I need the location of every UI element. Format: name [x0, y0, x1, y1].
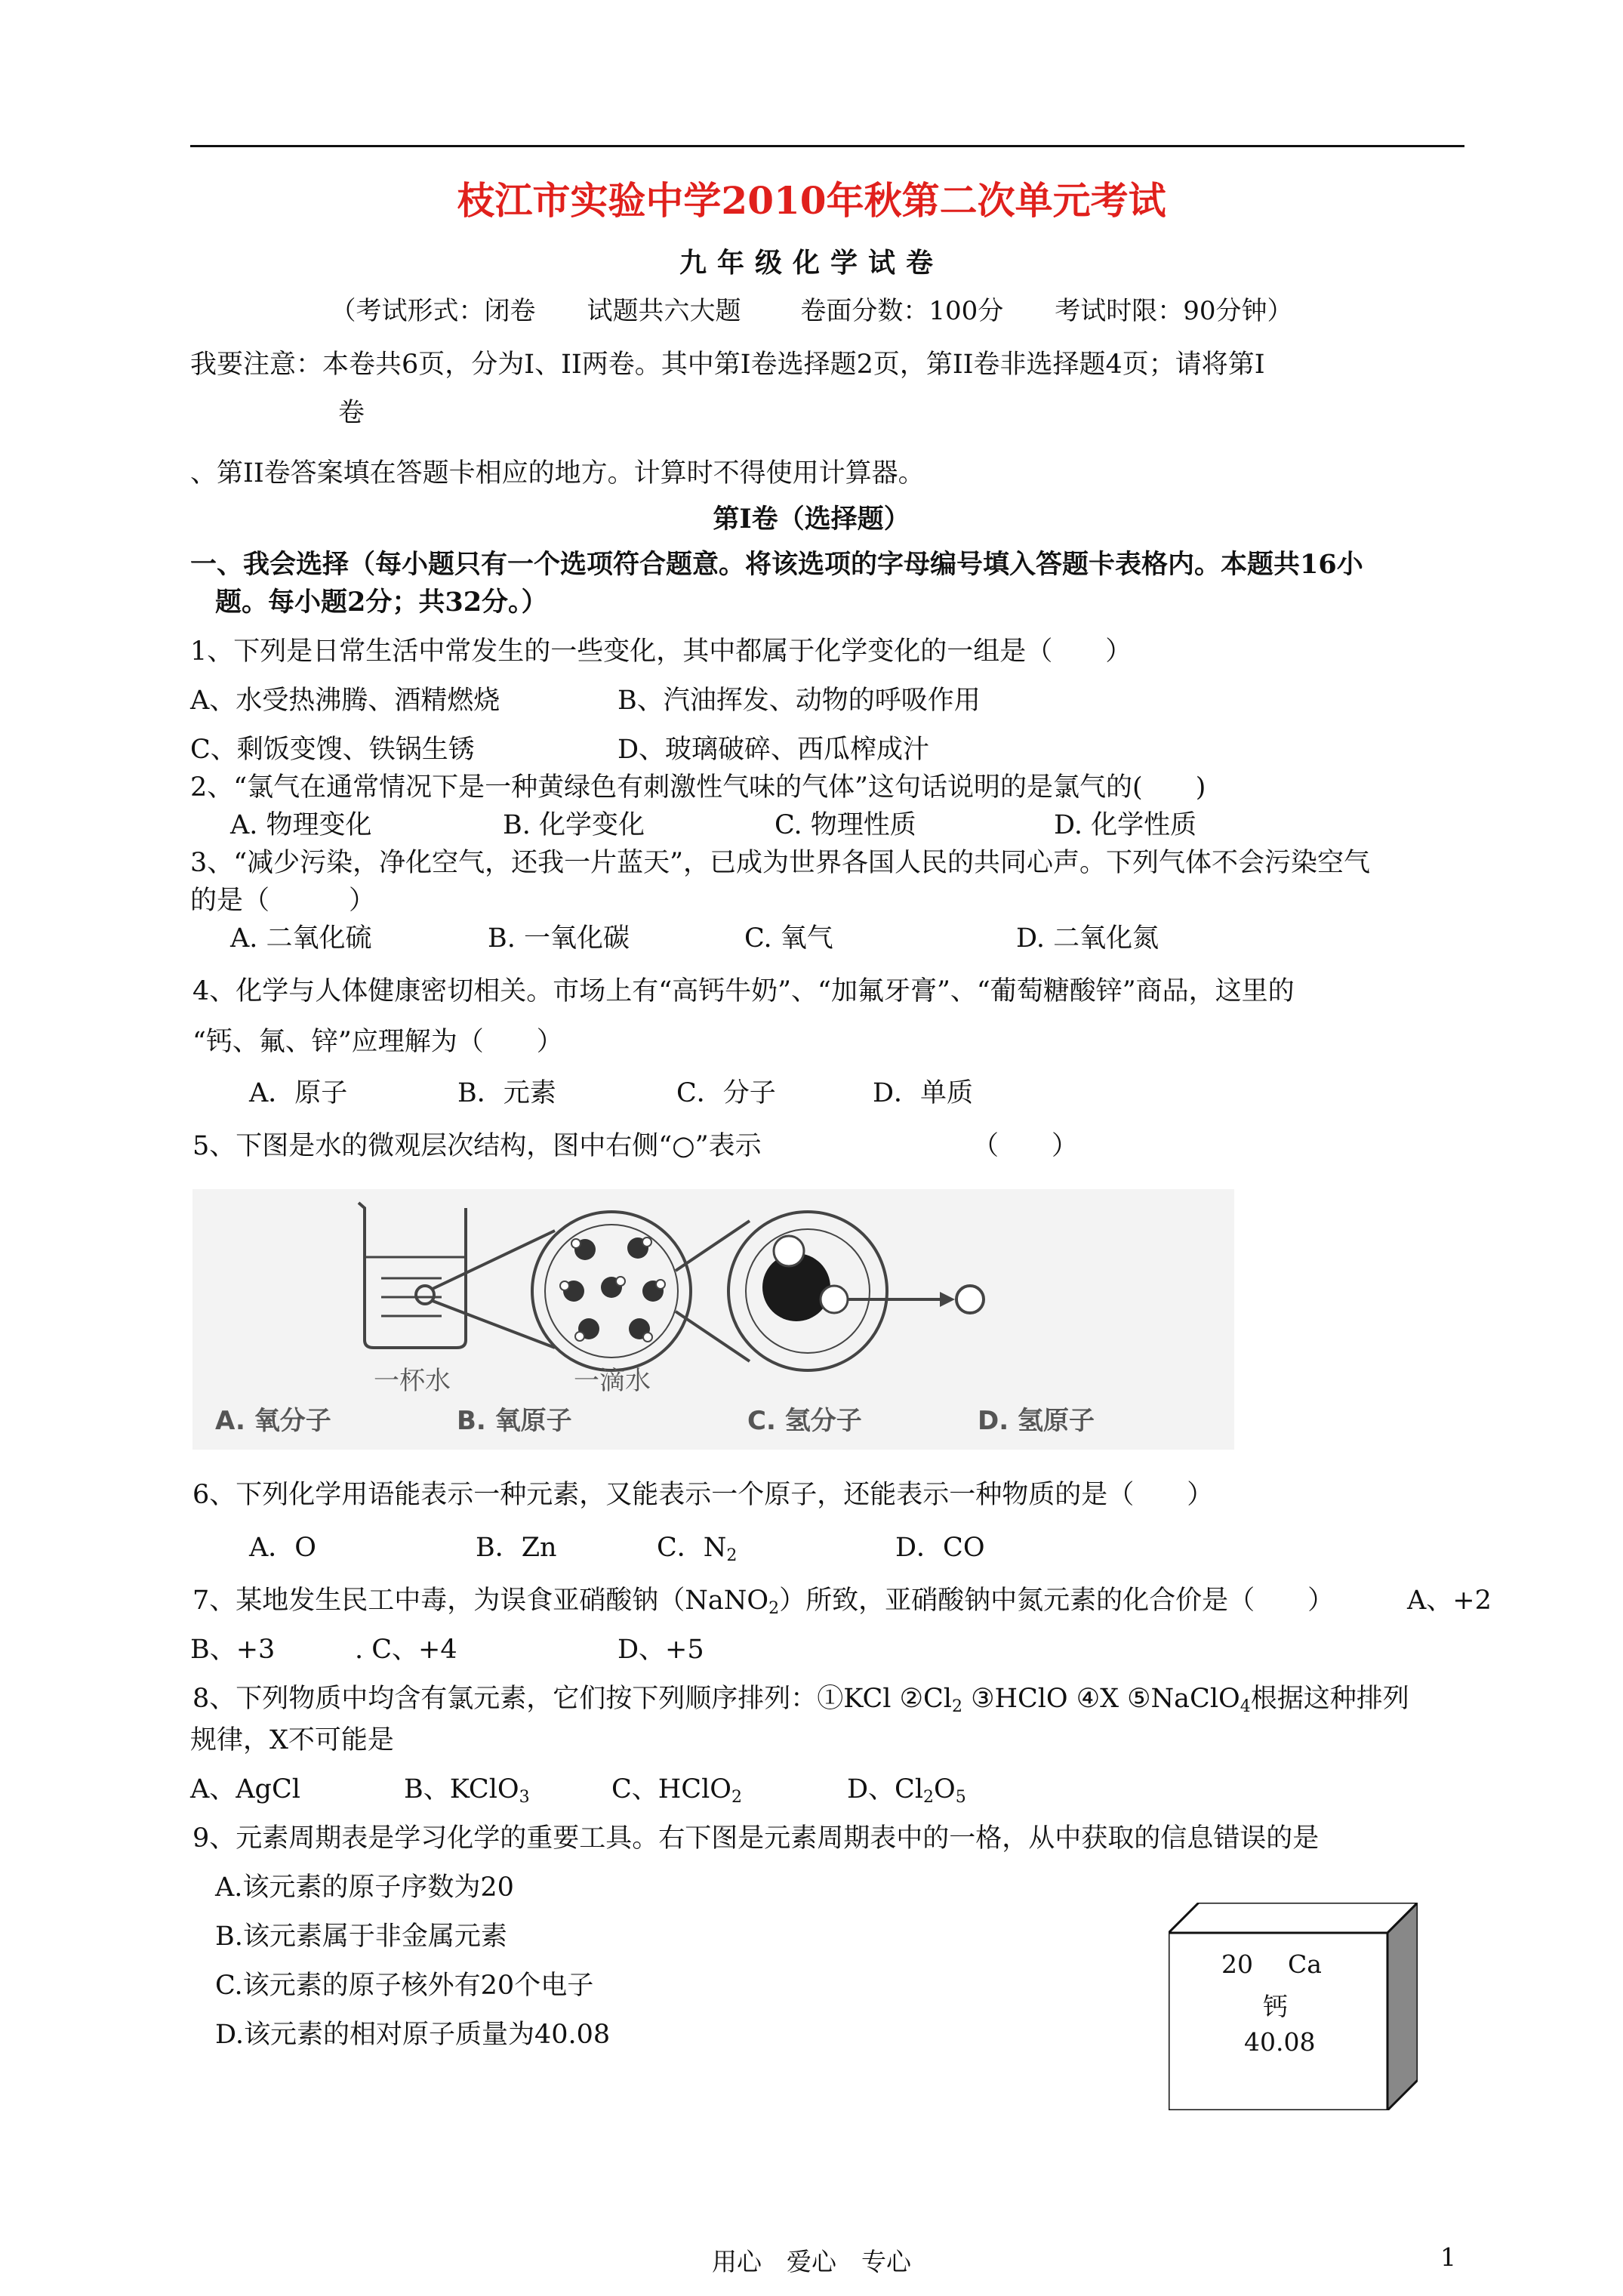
- notice-line-3: 、第II卷答案填在答题卡相应的地方。计算时不得使用计算器。: [190, 458, 925, 488]
- q2-option-d: D. 化学性质: [1054, 810, 1197, 840]
- q8-option-a: A、AgCl: [190, 1774, 300, 1804]
- q5-option-d: D. 氢原子: [978, 1406, 1095, 1436]
- water-structure-figure: [192, 1189, 1234, 1450]
- q5-option-c: C. 氢分子: [747, 1406, 862, 1436]
- q8-stem-2: 规律，X不可能是: [190, 1725, 394, 1755]
- q4-option-c: C．分子: [676, 1078, 776, 1108]
- q6-option-d: D．CO: [895, 1533, 985, 1563]
- q6-option-c: C．$N_2$: [657, 1533, 738, 1565]
- element-cell-drawing: [1169, 1903, 1418, 2110]
- section-instruction-1: 一、我会选择（每小题只有一个选项符合题意。将该选项的字母编号填入答题卡表格内。本题共16小: [190, 549, 1363, 580]
- element-symbol: Ca: [1288, 1949, 1322, 1979]
- q4-stem-2: “钙、氟、锌”应理解为（ ）: [192, 1027, 563, 1057]
- q3-stem-1: 3、“减少污染，净化空气，还我一片蓝天”，已成为世界各国人民的共同心声。下列气体不会污染空气: [190, 848, 1371, 878]
- q4-option-d: D．单质: [873, 1078, 974, 1108]
- q8-option-c: C、HClO$_2$: [611, 1774, 742, 1807]
- q9-option-a: A.该元素的原子序数为20: [215, 1872, 514, 1903]
- q4-stem-1: 4、化学与人体健康密切相关。市场上有“高钙牛奶”、“加氟牙膏”、“葡萄糖酸锌”商品，这里的: [192, 976, 1295, 1006]
- q2-option-c: C. 物理性质: [775, 810, 916, 840]
- periodic-table-cell: [1169, 1903, 1418, 2110]
- q1-option-b: B、汽油挥发、动物的呼吸作用: [617, 686, 981, 716]
- q3-option-c: C. 氧气: [744, 923, 833, 954]
- q7-option-d: D、+5: [617, 1635, 704, 1665]
- q3-stem-2: 的是（ ）: [190, 886, 376, 916]
- label-cup: 一杯水: [374, 1366, 451, 1396]
- q4-option-a: A．原子: [249, 1078, 348, 1108]
- q9-option-c: C.该元素的原子核外有20个电子: [215, 1971, 594, 2001]
- q8-option-b: B、KClO$_3$: [404, 1774, 530, 1807]
- water-structure-diagram: [192, 1189, 1234, 1450]
- notice-line-1: 我要注意：本卷共6页，分为I、II两卷。其中第I卷选择题2页，第II卷非选择题4页；请将第I: [190, 350, 1265, 380]
- q7-option-a: A、+2: [1407, 1586, 1492, 1616]
- q4-option-b: B．元素: [457, 1078, 556, 1108]
- q7-option-b: B、+3: [190, 1635, 276, 1665]
- element-name: 钙: [1263, 1992, 1288, 2021]
- q6-option-a: A．O: [249, 1533, 316, 1563]
- q3-option-a: A. 二氧化硫: [230, 923, 372, 954]
- q5-option-a: A. 氧分子: [215, 1406, 331, 1436]
- q2-option-a: A. 物理变化: [230, 810, 372, 840]
- q1-option-d: D、玻璃破碎、西瓜榨成汁: [617, 735, 930, 765]
- exam-info: （考试形式：闭卷 试题共六大题 卷面分数：100分 考试时限：90分钟）: [330, 296, 1293, 326]
- q9-option-d: D.该元素的相对原子质量为40.08: [215, 2020, 611, 2050]
- section-title: 第I卷（选择题）: [713, 504, 910, 535]
- notice-line-2: 卷: [338, 398, 365, 428]
- q8-option-d: D、$Cl_2O_5$: [847, 1774, 966, 1807]
- q5-stem: 5、下图是水的微观层次结构，图中右侧“○”表示: [192, 1131, 762, 1161]
- exam-title: 枝江市实验中学2010年秋第二次单元考试: [457, 178, 1166, 223]
- q3-option-b: B. 一氧化碳: [488, 923, 630, 954]
- q6-option-b: B．Zn: [476, 1533, 557, 1563]
- q8-stem-1: 8、下列物质中均含有氯元素，它们按下列顺序排列：①KCl $②Cl_2$ ③HClO ④X ⑤NaClO$_4$根据这种排列: [192, 1684, 1409, 1716]
- q9-option-b: B.该元素属于非金属元素: [215, 1922, 507, 1952]
- q3-option-d: D. 二氧化氮: [1016, 923, 1160, 954]
- q1-stem: 1、下列是日常生活中常发生的一些变化，其中都属于化学变化的一组是（ ）: [190, 636, 1132, 667]
- q2-stem: 2、“氯气在通常情况下是一种黄绿色有刺激性气味的气体”这句话说明的是氯气的( ): [190, 772, 1206, 803]
- q2-option-b: B. 化学变化: [503, 810, 645, 840]
- footer-motto: 用心 爱心 专心: [712, 2247, 911, 2276]
- top-rule: [190, 145, 1464, 147]
- q1-option-a: A、水受热沸腾、酒精燃烧: [190, 686, 500, 716]
- element-number: 20: [1221, 1949, 1253, 1979]
- label-drop: 一滴水: [574, 1366, 651, 1396]
- element-mass: 40.08: [1244, 2027, 1316, 2057]
- q7-stem: 7、某地发生民工中毒，为误食亚硝酸钠（NaNO$_2$）所致，亚硝酸钠中氮元素的化合价是（ ）: [192, 1586, 1335, 1618]
- q5-option-b: B. 氧原子: [457, 1406, 572, 1436]
- q5-bracket: （ ）: [972, 1131, 1079, 1161]
- q1-option-c: C、剩饭变馊、铁锅生锈: [190, 735, 475, 765]
- page-number: 1: [1440, 2242, 1456, 2272]
- exam-subtitle: 九年级化学试卷: [679, 247, 944, 279]
- q6-stem: 6、下列化学用语能表示一种元素，又能表示一个原子，还能表示一种物质的是（ ）: [192, 1480, 1214, 1510]
- q7-option-c: . C、+4: [355, 1635, 457, 1665]
- q9-stem: 9、元素周期表是学习化学的重要工具。右下图是元素周期表中的一格，从中获取的信息错误的是: [192, 1823, 1320, 1854]
- section-instruction-2: 题。每小题2分；共32分。）: [215, 587, 548, 618]
